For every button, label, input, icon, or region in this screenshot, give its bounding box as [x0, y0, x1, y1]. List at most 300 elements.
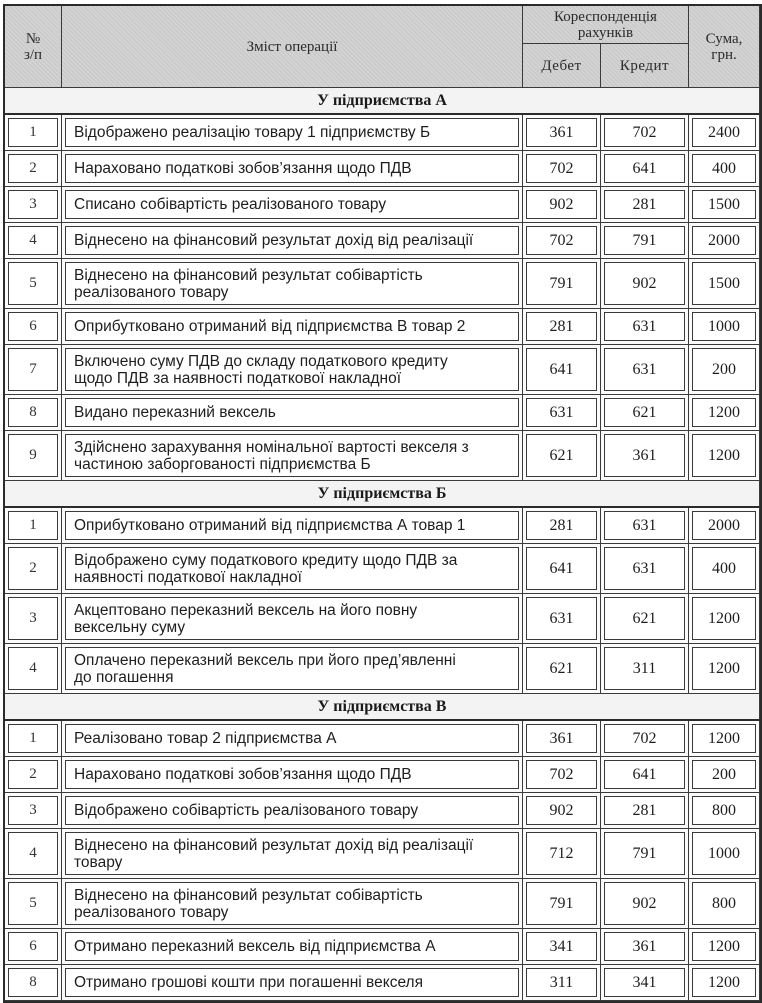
- row-number-cell: [5, 345, 62, 395]
- debit-account-cell: [523, 544, 601, 594]
- debit-account-box: [526, 968, 597, 997]
- row-number: 1: [29, 730, 37, 746]
- credit-account: 902: [632, 274, 657, 292]
- amount-box: [692, 154, 756, 183]
- amount-box: [692, 511, 756, 540]
- debit-account-cell: [523, 594, 601, 644]
- credit-account-cell: [601, 345, 689, 395]
- operation-description: [74, 196, 386, 213]
- credit-account: 361: [632, 446, 657, 464]
- debit-account-cell: [523, 721, 601, 757]
- row-number-box: [8, 312, 58, 341]
- row-number-cell: [5, 965, 62, 1001]
- row-number-box: [8, 398, 58, 427]
- description-line: Віднесено на фінансовий результат собівартість: [74, 886, 423, 904]
- row-number-box: [8, 154, 58, 183]
- description-line: Відображено суму податкового кредиту щодо ПДВ за: [74, 551, 458, 569]
- operation-description-box: [65, 882, 519, 925]
- description-line: частиною заборгованості підприємства Б: [74, 455, 371, 473]
- description-line: Оприбутковано отриманий від підприємства А товар 1: [74, 517, 466, 534]
- row-number-cell: [5, 879, 62, 929]
- credit-account-box: [604, 760, 685, 789]
- operation-description-box: [65, 932, 519, 961]
- credit-account-cell: [601, 829, 689, 879]
- debit-account: 902: [549, 195, 574, 213]
- debit-account-cell: [523, 259, 601, 309]
- operation-description-cell: [62, 721, 523, 757]
- description-line: реалізованого товару: [74, 283, 229, 301]
- operation-description-box: [65, 262, 519, 305]
- credit-account-box: [604, 398, 685, 427]
- row-number-cell: [5, 544, 62, 594]
- credit-account-cell: [601, 309, 689, 345]
- header-sum: [689, 6, 760, 88]
- row-number-box: [8, 434, 58, 477]
- description-line: Списано собівартість реалізованого товару: [74, 196, 387, 213]
- table-row: [5, 544, 760, 594]
- debit-account: 361: [549, 123, 574, 141]
- credit-account: 631: [632, 516, 657, 534]
- description-line: реалізованого товару: [74, 903, 229, 921]
- credit-account-cell: [601, 151, 689, 187]
- header-credit: Кредит: [601, 44, 689, 88]
- credit-account: 702: [632, 729, 657, 747]
- operation-description: [74, 730, 336, 747]
- amount-cell: [689, 259, 760, 309]
- operation-description-cell: [62, 345, 523, 395]
- row-number-box: [8, 968, 58, 997]
- amount: 1200: [708, 659, 741, 677]
- amount-cell: [689, 544, 760, 594]
- debit-account: 361: [549, 729, 574, 747]
- description-line: Отримано грошові кошти при погашенні векселя: [74, 974, 423, 991]
- debit-account: 902: [549, 801, 574, 819]
- description-line: Віднесено на фінансовий результат собівартість: [74, 266, 423, 284]
- operation-description-cell: [62, 259, 523, 309]
- credit-account-box: [604, 154, 685, 183]
- debit-account-box: [526, 118, 597, 147]
- amount-cell: [689, 721, 760, 757]
- credit-account: 702: [632, 123, 657, 141]
- credit-account-cell: [601, 929, 689, 965]
- operation-description: [74, 802, 418, 819]
- amount: 1000: [708, 317, 741, 335]
- description-line: Віднесено на фінансовий результат дохід від реалізації: [74, 232, 474, 249]
- section-title: У підприємства А: [5, 88, 760, 115]
- operation-description-cell: [62, 115, 523, 151]
- operation-description: [74, 938, 436, 955]
- credit-account-cell: [601, 965, 689, 1001]
- debit-account-cell: [523, 309, 601, 345]
- table-row: [5, 965, 760, 1001]
- operation-description-cell: [62, 594, 523, 644]
- table-row: [5, 395, 760, 431]
- credit-account: 281: [632, 801, 657, 819]
- row-number-box: [8, 547, 58, 590]
- credit-account: 631: [632, 317, 657, 335]
- credit-account-box: [604, 796, 685, 825]
- table-row: [5, 431, 760, 481]
- credit-account-box: [604, 597, 685, 640]
- amount: 1200: [708, 973, 741, 991]
- amount-box: [692, 882, 756, 925]
- operation-description-box: [65, 796, 519, 825]
- credit-account: 791: [632, 844, 657, 862]
- amount-cell: [689, 431, 760, 481]
- debit-account-box: [526, 647, 597, 690]
- row-number: 6: [29, 318, 37, 334]
- amount-box: [692, 398, 756, 427]
- amount-cell: [689, 829, 760, 879]
- credit-account: 311: [632, 659, 657, 677]
- operation-description: [74, 517, 465, 534]
- credit-account: 361: [632, 937, 657, 955]
- credit-account-cell: [601, 508, 689, 544]
- credit-account: 341: [632, 973, 657, 991]
- operation-description-cell: [62, 644, 523, 694]
- amount-cell: [689, 644, 760, 694]
- debit-account: 641: [549, 360, 574, 378]
- row-number: 2: [29, 766, 37, 782]
- row-number-box: [8, 190, 58, 219]
- amount: 2000: [708, 516, 741, 534]
- debit-account-box: [526, 434, 597, 477]
- credit-account-box: [604, 226, 685, 255]
- amount-cell: [689, 757, 760, 793]
- credit-account-box: [604, 511, 685, 540]
- section-header-row: [5, 694, 760, 721]
- debit-account-cell: [523, 929, 601, 965]
- amount: 1200: [708, 446, 741, 464]
- debit-account: 631: [549, 609, 574, 627]
- amount: 2000: [708, 231, 741, 249]
- debit-account-box: [526, 398, 597, 427]
- credit-account-box: [604, 312, 685, 341]
- table-body: [5, 88, 760, 1001]
- operation-description-cell: [62, 187, 523, 223]
- row-number-cell: [5, 508, 62, 544]
- amount-cell: [689, 223, 760, 259]
- debit-account-box: [526, 760, 597, 789]
- debit-account: 281: [549, 317, 574, 335]
- section-title: У підприємства В: [5, 694, 760, 721]
- table-row: [5, 793, 760, 829]
- row-number-box: [8, 262, 58, 305]
- operation-description: [74, 267, 423, 301]
- row-number: 1: [29, 124, 37, 140]
- debit-account-cell: [523, 395, 601, 431]
- credit-account-cell: [601, 395, 689, 431]
- debit-account: 791: [549, 894, 574, 912]
- header-content: Зміст операції: [62, 6, 523, 88]
- section-title: У підприємства Б: [5, 481, 760, 508]
- amount-cell: [689, 965, 760, 1001]
- row-number-cell: [5, 594, 62, 644]
- table-row: [5, 151, 760, 187]
- debit-account-cell: [523, 431, 601, 481]
- operation-description: [74, 318, 465, 335]
- amount: 2400: [708, 123, 741, 141]
- operation-description-cell: [62, 757, 523, 793]
- amount-box: [692, 597, 756, 640]
- operation-description-box: [65, 190, 519, 219]
- operation-description-box: [65, 547, 519, 590]
- credit-account: 902: [632, 894, 657, 912]
- amount-cell: [689, 793, 760, 829]
- debit-account-cell: [523, 965, 601, 1001]
- row-number-box: [8, 597, 58, 640]
- operation-description: [74, 404, 276, 421]
- operation-description: [74, 124, 430, 141]
- credit-account-box: [604, 190, 685, 219]
- credit-account: 631: [632, 360, 657, 378]
- table-row: [5, 721, 760, 757]
- description-line: Оплачено переказний вексель при його пред’явленні: [74, 651, 456, 669]
- amount-box: [692, 796, 756, 825]
- credit-account-cell: [601, 793, 689, 829]
- operation-description-cell: [62, 431, 523, 481]
- row-number: 3: [29, 196, 37, 212]
- operation-description: [74, 353, 448, 387]
- credit-account-cell: [601, 757, 689, 793]
- header-correspondence: [523, 6, 689, 44]
- debit-account-cell: [523, 508, 601, 544]
- row-number-box: [8, 647, 58, 690]
- table-header: [5, 6, 760, 88]
- amount: 200: [712, 360, 737, 378]
- operation-description: [74, 160, 412, 177]
- row-number-box: [8, 882, 58, 925]
- amount-box: [692, 312, 756, 341]
- operation-description: [74, 652, 456, 686]
- debit-account: 702: [549, 765, 574, 783]
- credit-account-box: [604, 647, 685, 690]
- amount-box: [692, 647, 756, 690]
- amount-box: [692, 932, 756, 961]
- operation-description-box: [65, 118, 519, 147]
- debit-account-box: [526, 348, 597, 391]
- debit-account: 621: [549, 446, 574, 464]
- table-row: [5, 644, 760, 694]
- section-header-row: [5, 88, 760, 115]
- table-row: [5, 929, 760, 965]
- description-line: вексельну суму: [74, 618, 186, 636]
- debit-account: 791: [549, 274, 574, 292]
- row-number: 5: [29, 275, 37, 291]
- operation-description: [74, 974, 423, 991]
- table-row: [5, 594, 760, 644]
- operation-description-box: [65, 434, 519, 477]
- debit-account: 311: [549, 973, 574, 991]
- debit-account-box: [526, 882, 597, 925]
- debit-account-cell: [523, 793, 601, 829]
- debit-account-box: [526, 226, 597, 255]
- amount: 200: [712, 765, 737, 783]
- amount-box: [692, 226, 756, 255]
- debit-account-box: [526, 932, 597, 961]
- description-line: Віднесено на фінансовий результат дохід від реалізації: [74, 836, 474, 854]
- operation-description-box: [65, 724, 519, 753]
- operation-description: [74, 602, 417, 636]
- credit-account: 641: [632, 765, 657, 783]
- description-line: Включено суму ПДВ до складу податкового кредиту: [74, 352, 448, 370]
- operation-description: [74, 837, 473, 871]
- amount: 1000: [708, 844, 741, 862]
- amount: 1200: [708, 609, 741, 627]
- debit-account-cell: [523, 345, 601, 395]
- row-number-cell: [5, 223, 62, 259]
- description-line: до погашення: [74, 668, 174, 686]
- credit-account-box: [604, 118, 685, 147]
- amount-cell: [689, 929, 760, 965]
- amount: 400: [712, 559, 737, 577]
- row-number: 1: [29, 517, 37, 533]
- credit-account-box: [604, 434, 685, 477]
- operation-description-cell: [62, 879, 523, 929]
- description-line: Відображено собівартість реалізованого товару: [74, 802, 419, 819]
- header-debit: Дебет: [523, 44, 601, 88]
- row-number-cell: [5, 644, 62, 694]
- credit-account-cell: [601, 594, 689, 644]
- row-number-cell: [5, 431, 62, 481]
- description-line: Здійснено зарахування номінальної вартості векселя з: [74, 438, 469, 456]
- credit-account: 621: [632, 609, 657, 627]
- amount: 800: [712, 894, 737, 912]
- credit-account-box: [604, 968, 685, 997]
- credit-account-cell: [601, 721, 689, 757]
- credit-account-box: [604, 832, 685, 875]
- debit-account-box: [526, 832, 597, 875]
- amount: 400: [712, 159, 737, 177]
- debit-account: 621: [549, 659, 574, 677]
- row-number-box: [8, 796, 58, 825]
- operation-description-box: [65, 348, 519, 391]
- credit-account-box: [604, 547, 685, 590]
- amount-box: [692, 434, 756, 477]
- table-row: [5, 829, 760, 879]
- row-number-cell: [5, 395, 62, 431]
- row-number-cell: [5, 757, 62, 793]
- debit-account-cell: [523, 757, 601, 793]
- credit-account-cell: [601, 223, 689, 259]
- table-row: [5, 187, 760, 223]
- amount-cell: [689, 879, 760, 929]
- credit-account: 631: [632, 559, 657, 577]
- credit-account: 621: [632, 403, 657, 421]
- row-number: 7: [29, 361, 37, 377]
- row-number: 3: [29, 802, 37, 818]
- debit-account-box: [526, 547, 597, 590]
- amount: 1500: [708, 195, 741, 213]
- header-num-line1: №: [25, 30, 41, 47]
- amount-cell: [689, 151, 760, 187]
- table-row: [5, 757, 760, 793]
- description-line: Нараховано податкові зобов’язання щодо ПДВ: [74, 766, 412, 783]
- row-number: 8: [29, 974, 37, 990]
- row-number-box: [8, 118, 58, 147]
- amount-box: [692, 832, 756, 875]
- credit-account: 281: [632, 195, 657, 213]
- operation-description-box: [65, 312, 519, 341]
- row-number: 4: [29, 845, 37, 861]
- table-row: [5, 879, 760, 929]
- description-line: Видано переказний вексель: [74, 404, 276, 421]
- debit-account-cell: [523, 644, 601, 694]
- operation-description-cell: [62, 544, 523, 594]
- row-number-cell: [5, 829, 62, 879]
- header-sum-line2: грн.: [711, 46, 737, 63]
- debit-account-cell: [523, 115, 601, 151]
- credit-account-cell: [601, 259, 689, 309]
- operation-description-box: [65, 398, 519, 427]
- amount: 1500: [708, 274, 741, 292]
- amount-cell: [689, 309, 760, 345]
- operation-description-box: [65, 647, 519, 690]
- header-correspondence-line1: Кореспонденція: [554, 8, 657, 25]
- debit-account-box: [526, 597, 597, 640]
- row-number: 5: [29, 895, 37, 911]
- operation-description-box: [65, 226, 519, 255]
- credit-account-box: [604, 262, 685, 305]
- row-number-cell: [5, 259, 62, 309]
- credit-account-cell: [601, 879, 689, 929]
- operation-description-box: [65, 511, 519, 540]
- debit-account-box: [526, 262, 597, 305]
- row-number-box: [8, 760, 58, 789]
- description-line: наявності податкової накладної: [74, 568, 302, 586]
- amount-cell: [689, 395, 760, 431]
- operation-description-cell: [62, 395, 523, 431]
- row-number: 9: [29, 447, 37, 463]
- amount: 1200: [708, 937, 741, 955]
- credit-account-cell: [601, 544, 689, 594]
- operations-table: [3, 4, 762, 1003]
- credit-account-cell: [601, 187, 689, 223]
- operation-description: [74, 552, 457, 586]
- amount-cell: [689, 594, 760, 644]
- row-number-cell: [5, 929, 62, 965]
- debit-account-cell: [523, 223, 601, 259]
- operation-description-box: [65, 968, 519, 997]
- debit-account: 281: [549, 516, 574, 534]
- operation-description: [74, 766, 412, 783]
- amount: 1200: [708, 729, 741, 747]
- row-number-box: [8, 932, 58, 961]
- operation-description: [74, 439, 469, 473]
- row-number-box: [8, 724, 58, 753]
- debit-account-cell: [523, 151, 601, 187]
- amount-box: [692, 348, 756, 391]
- operation-description-cell: [62, 508, 523, 544]
- row-number: 3: [29, 610, 37, 626]
- credit-account-cell: [601, 431, 689, 481]
- header-sum-line1: Сума,: [705, 30, 743, 47]
- row-number: 4: [29, 660, 37, 676]
- amount-cell: [689, 187, 760, 223]
- description-line: Отримано переказний вексель від підприємства А: [74, 938, 436, 955]
- row-number-cell: [5, 115, 62, 151]
- description-line: Відображено реалізацію товару 1 підприємству Б: [74, 124, 431, 141]
- operation-description-cell: [62, 829, 523, 879]
- debit-account-box: [526, 724, 597, 753]
- debit-account: 641: [549, 559, 574, 577]
- operation-description-box: [65, 597, 519, 640]
- debit-account-cell: [523, 187, 601, 223]
- table-row: [5, 223, 760, 259]
- row-number: 6: [29, 938, 37, 954]
- credit-account-box: [604, 724, 685, 753]
- operation-description-box: [65, 832, 519, 875]
